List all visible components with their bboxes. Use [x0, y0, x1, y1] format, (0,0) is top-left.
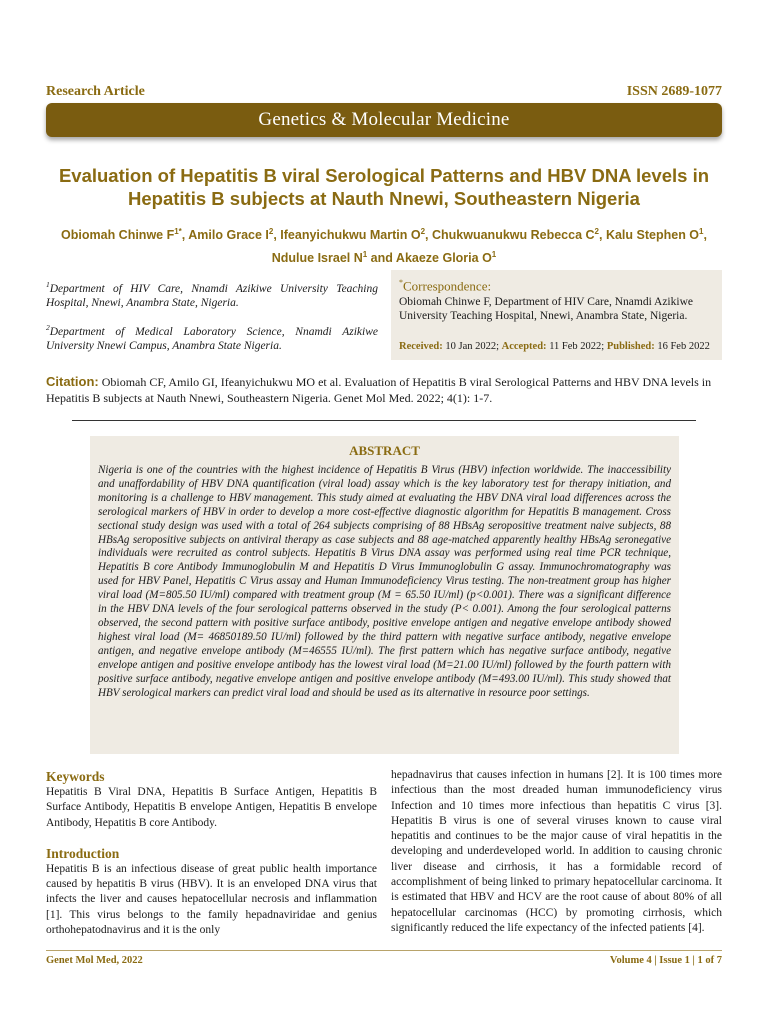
affiliation-1-text: Department of HIV Care, Nnamdi Azikiwe University Teaching Hospital, Nnewi, Anambra State, Nigeria. — [46, 282, 378, 309]
introduction-text-right: hepadnavirus that causes infection in humans [2]. It is 100 times more infectious than the most dreaded human immunodeficiency virus Infection and 10 times more infectious than hepatitis C virus [3]. Hepatitis B virus is one of several viruses known to cause viral hepatitis and continues to be the major cause of viral hepatitis in the developing and underdeveloped world. In addition to causing chronic liver disease and cirrhosis, it has a formidable record of accomplishment of being linked to primary hepatocellular carcinoma. It is estimated that HBV and HCV are the root cause of about 80% of all hepatocellular carcinomas (HCC) by promoting cirrhosis, which significantly reduced the life expectancy of the infected patients [4]. — [391, 769, 722, 934]
footer-journal-citation: Genet Mol Med, 2022 — [46, 955, 143, 966]
author-name: Ndulue Israel N — [271, 251, 363, 266]
author-affiliation-marker: 1 — [362, 250, 368, 260]
author-name: Ifeanyichukwu Martin O — [280, 228, 421, 243]
affiliation-1-number: 1 — [46, 280, 50, 289]
introduction-text-left: Hepatitis B is an infectious disease of great public health importance caused by hepatitis B virus (HBV). It is an enveloped DNA virus that infects the liver and causes hepatocellular necrosis and inflammation [1]. This virus belongs to the family hepadnaviridae and genius orthohepatodnavirus and it is the only — [46, 862, 377, 937]
affiliation-2 — [46, 321, 378, 353]
affiliation-1 — [46, 278, 378, 310]
correspondence-box — [391, 270, 722, 360]
author-name: Obiomah Chinwe F — [61, 228, 175, 243]
received-date: 10 Jan 2022; — [445, 341, 500, 352]
abstract-box — [90, 436, 679, 754]
abstract-text: Nigeria is one of the countries with the highest incidence of Hepatitis B Virus (HBV) infection worldwide. The inaccessibility and unaffordability of HBV DNA quantification (viral load) assay which is the key laboratory test for therapy initiation, and monitoring is a challenge to HBV management. This study aimed at evaluating the HBV DNA viral load differences across the serological markers of HBV in order to develop a more cost-effective diagnostic algorithm for Hepatitis B management. Cross sectional study design was used with a total of 264 subjects comprising of 88 HBsAg seropositive treatment naive subjects, 88 HBsAg seropositive subjects on antiviral therapy as case subjects and 88 age-matched apparently healthy HBsAg seronegative individuals were recruited as control subjects. Hepatitis B Virus DNA assay was performed using real time PCR technique, Hepatitis B core Antibody Immunoglobulin M and Hepatitis D Virus Immunoglobulin G assay. Immunochromatography was used for HBV Panel, Hepatitis C Virus assay and Human Immunodeficiency Virus testing. The non-treatment group has higher viral load (M=805.50 IU/ml) compared with treatment group (M = 65.50 IU/ml) (p<0.001). There was a significant difference in the HBV DNA levels of the four serological patterns observed in the study (P< 0.001). Among the four serological patterns observed, the second pattern with positive surface antibody, positive envelope antigen and negative envelope antibody showed highest viral load (M= 46850189.50 IU/ml) followed by the third pattern with negative surface antibody, negative envelope antigen, and negative envelope antibody (M=46555 IU/ml). The first pattern which has negative surface antibody, negative envelope antigen and positive envelope antibody has the lowest viral load (M=21.00 IU/ml) followed by the fourth pattern with positive surface antibody, negative envelope antigen and positive envelope antibody (M=493.00 IU/ml). This study showed that HBV serological markers can predict viral load and should be used as its alternative in resource poor settings. — [98, 464, 671, 699]
published-date: 16 Feb 2022 — [657, 341, 710, 352]
author-name: Amilo Grace I — [188, 228, 269, 243]
author-separator: , — [425, 228, 432, 243]
section-divider — [72, 420, 696, 421]
author-separator: and — [367, 251, 396, 266]
author-name: Akaeze Gloria O — [395, 251, 492, 266]
publication-dates — [399, 340, 710, 353]
accepted-date: 11 Feb 2022; — [549, 341, 605, 352]
author-affiliation-marker: 2 — [268, 227, 274, 236]
left-column — [46, 768, 377, 938]
correspondence-label: Correspondence: — [403, 278, 492, 294]
affiliation-2-number: 2 — [46, 323, 50, 332]
citation-label: Citation: — [46, 374, 99, 389]
author-affiliation-marker: 1* — [174, 227, 182, 236]
author-separator: , — [703, 228, 707, 243]
paper-title: Evaluation of Hepatitis B viral Serological Patterns and HBV DNA levels in Hepatitis B subjects at Nauth Nnewi, Southeastern Nigeria — [58, 165, 710, 209]
article-type-label: Research Article — [46, 84, 145, 99]
author-list — [60, 222, 708, 268]
keywords-heading: Keywords — [46, 769, 105, 784]
published-label: Published: — [606, 341, 655, 352]
accepted-label: Accepted: — [501, 341, 547, 352]
received-label: Received: — [399, 341, 443, 352]
author-affiliation-marker: 2 — [594, 227, 599, 236]
correspondence-heading — [399, 275, 714, 293]
author-affiliation-marker: 1 — [699, 227, 704, 236]
introduction-heading: Introduction — [46, 845, 120, 861]
affiliation-2-text: Department of Medical Laboratory Science, Nnamdi Azikiwe University Nnewi Campus, Anambra State Nigeria. — [46, 325, 378, 352]
correspondence-marker: * — [399, 278, 403, 287]
abstract-heading: ABSTRACT — [349, 443, 420, 458]
citation — [46, 374, 722, 406]
author-separator: , — [273, 228, 281, 243]
journal-banner: Genetics & Molecular Medicine — [46, 103, 722, 137]
author-separator: , — [181, 228, 189, 243]
author-affiliation-marker: 2 — [420, 227, 426, 236]
author-affiliation-marker: 1 — [491, 250, 497, 260]
right-column — [391, 768, 722, 936]
footer-volume-page: Volume 4 | Issue 1 | 1 of 7 — [609, 955, 722, 966]
issn-label: ISSN 2689-1077 — [626, 84, 722, 99]
author-name: Kalu Stephen O — [605, 228, 700, 243]
section-gap — [46, 831, 377, 845]
keywords-text: Hepatitis B Viral DNA, Hepatitis B Surface Antigen, Hepatitis B Surface Antibody, Hepatitis B envelope Antigen, Hepatitis B envelope Antibody, Hepatitis B core Antibody. — [46, 786, 377, 829]
author-separator: , — [599, 228, 606, 243]
page-footer — [46, 955, 722, 969]
citation-text: Obiomah CF, Amilo GI, Ifeanyichukwu MO et al. Evaluation of Hepatitis B viral Serological Patterns and HBV DNA levels in Hepatitis B subjects at Nauth Nnewi, Southeastern Nigeria. Genet Mol Med. 2022; 4(1): 1-7. — [46, 375, 712, 405]
correspondence-text: Obiomah Chinwe F, Department of HIV Care, Nnamdi Azikiwe University Teaching Hospital, Nnewi, Anambra State, Nigeria. — [399, 296, 693, 323]
top-header-row — [46, 84, 722, 102]
author-name: Chukwuanukwu Rebecca C — [432, 228, 595, 243]
footer-divider — [46, 950, 722, 951]
